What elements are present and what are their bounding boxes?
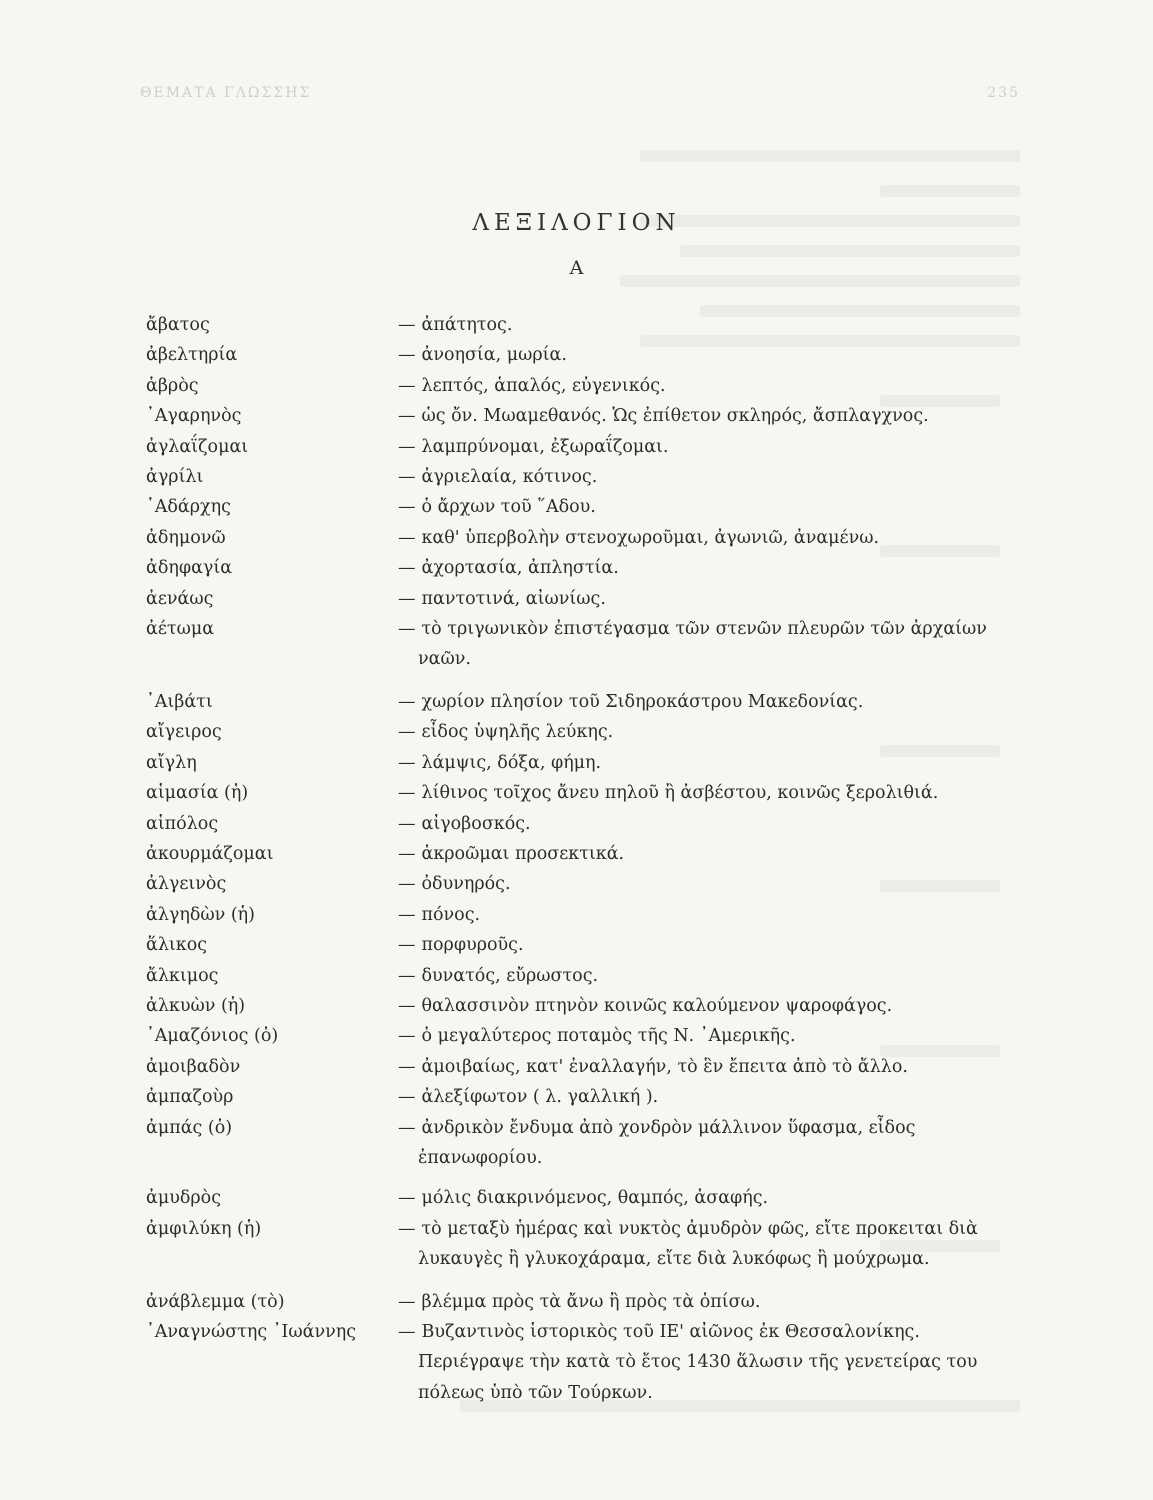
- glossary-entry: [146, 839, 1026, 869]
- glossary-term: αἱμασία (ἡ): [146, 783, 249, 804]
- definition-dash: —: [398, 813, 416, 834]
- definition-text: βλέμμα πρὸς τὰ ἄνω ἢ πρὸς τὰ ὀπίσω.: [421, 1291, 761, 1312]
- glossary-definition: [398, 432, 1026, 462]
- glossary-definition: [398, 1287, 1026, 1317]
- definition-dash: —: [398, 1056, 416, 1077]
- definition-text: δυνατός, εὔρωστος.: [421, 965, 599, 986]
- definition-text: τὸ μεταξὺ ἡμέρας καὶ νυκτὸς ἀμυδρὸν φῶς, εἴτε προκειται διὰ λυκαυγὲς ἢ γλυκοχάραμα, εἴτε διὰ λυκόφως ἢ μούχρωμα.: [418, 1218, 978, 1270]
- definition-text: λαμπρύνομαι, ἐξωραΐζομαι.: [421, 436, 669, 457]
- glossary-term: ἀλγεινὸς: [146, 874, 227, 895]
- glossary-term: ᾿Αιβάτι: [146, 691, 213, 712]
- glossary-entry: [146, 778, 1026, 808]
- definition-dash: —: [398, 995, 416, 1016]
- glossary-entry: [146, 1183, 1026, 1213]
- glossary-entry: [146, 340, 1026, 370]
- glossary-entry: [146, 1082, 1026, 1112]
- glossary-definition: [398, 553, 1026, 583]
- definition-dash: —: [398, 588, 416, 609]
- glossary-term: ἀγλαΐζομαι: [146, 436, 249, 457]
- definition-dash: —: [398, 1087, 416, 1108]
- glossary-term: ᾿Αναγνώστης ᾿Ιωάννης: [146, 1322, 356, 1342]
- definition-dash: —: [398, 375, 416, 396]
- definition-dash: —: [398, 1188, 416, 1209]
- definition-text: λεπτός, ἁπαλός, εὐγενικός.: [421, 375, 666, 396]
- definition-dash: —: [398, 315, 416, 335]
- glossary-entry: [146, 553, 1026, 583]
- definition-text: εἶδος ὑψηλῆς λεύκης.: [421, 722, 614, 743]
- glossary-term: ἀμοιβαδὸν: [146, 1056, 241, 1077]
- glossary-definition: [398, 1082, 1026, 1112]
- glossary-term: ἀέτωμα: [146, 619, 215, 640]
- glossary-definition: [398, 614, 1026, 675]
- definition-dash: —: [398, 619, 416, 640]
- glossary-definition: [398, 1317, 1026, 1408]
- definition-dash: —: [398, 752, 416, 773]
- glossary-definition: [398, 748, 1026, 778]
- definition-text: χωρίον πλησίον τοῦ Σιδηροκάστρου Μακεδονίας.: [421, 691, 864, 712]
- definition-dash: —: [398, 1322, 416, 1342]
- glossary-definition: [398, 1052, 1026, 1082]
- definition-dash: —: [398, 874, 416, 895]
- glossary-entry: [146, 462, 1026, 492]
- definition-text: ὁ μεγαλύτερος ποταμὸς τῆς Ν. ᾿Αμερικῆς.: [421, 1026, 796, 1047]
- definition-text: ἀκροῶμαι προσεκτικά.: [421, 843, 625, 864]
- definition-text: ἀχορτασία, ἀπληστία.: [421, 558, 619, 579]
- glossary-definition: [398, 717, 1026, 747]
- definition-text: ἀλεξίφωτον ( λ. γαλλική ).: [421, 1087, 659, 1108]
- definition-text: ἀγριελαία, κότινος.: [421, 467, 598, 488]
- definition-dash: —: [398, 783, 416, 804]
- bleed-through-running-header: [140, 85, 1020, 105]
- glossary-definition: [398, 1113, 1026, 1174]
- definition-text: Βυζαντινὸς ἱστορικὸς τοῦ ΙΕ' αἰῶνος ἐκ Θεσσαλονίκης. Περιέγραψε τὴν κατὰ τὸ ἔτος 1430 ἅλωσιν τῆς γενετείρας του πόλεως ὑπὸ τῶν Τούρκων.: [418, 1322, 978, 1403]
- glossary-entry: [146, 1214, 1026, 1275]
- glossary-entry: [146, 1113, 1026, 1174]
- definition-dash: —: [398, 497, 416, 518]
- glossary-entry: [146, 1317, 1026, 1408]
- glossary-term: ἀμπαζοὺρ: [146, 1087, 234, 1108]
- definition-text: ὡς ὄν. Μωαμεθανός. Ὡς ἐπίθετον σκληρός, ἄσπλαγχνος.: [421, 406, 929, 427]
- glossary-entry: [146, 1287, 1026, 1317]
- glossary-term: ἅλικος: [146, 935, 208, 956]
- glossary-entry: [146, 492, 1026, 522]
- glossary-entry: [146, 614, 1026, 675]
- glossary-definition: [398, 961, 1026, 991]
- section-letter: Α: [569, 257, 584, 279]
- glossary-term: ἀλκυὼν (ἡ): [146, 995, 246, 1016]
- bleed-through-page-number: 235: [987, 85, 1020, 101]
- definition-dash: —: [398, 558, 416, 579]
- definition-dash: —: [398, 406, 416, 427]
- glossary-entry: [146, 869, 1026, 899]
- glossary-term: ᾿Αμαζόνιος (ὁ): [146, 1026, 279, 1047]
- glossary-term: ἁβρὸς: [146, 375, 199, 396]
- glossary-entry: [146, 401, 1026, 431]
- glossary-term: ἀκουρμάζομαι: [146, 843, 274, 864]
- glossary-term: ἀενάως: [146, 588, 214, 609]
- definition-dash: —: [398, 1026, 416, 1047]
- glossary-term: ἀνάβλεμμα (τὸ): [146, 1291, 285, 1312]
- glossary-term: αἴγλη: [146, 752, 197, 773]
- page-title: ΛΕΞΙΛΟΓΙΟΝ: [472, 210, 681, 236]
- definition-text: πορφυροῦς.: [421, 935, 524, 956]
- glossary-entry: [146, 930, 1026, 960]
- definition-text: λίθινος τοῖχος ἄνευ πηλοῦ ἢ ἀσβέστου, κοινῶς ξερολιθιά.: [421, 783, 939, 804]
- glossary-definition: [398, 310, 1026, 340]
- glossary-definition: [398, 809, 1026, 839]
- definition-dash: —: [398, 345, 416, 366]
- glossary-term: ἀλγηδὼν (ἡ): [146, 904, 255, 925]
- definition-text: λάμψις, δόξα, φήμη.: [421, 752, 602, 773]
- definition-text: ἀμοιβαίως, κατ' ἐναλλαγήν, τὸ ἓν ἔπειτα ἀπὸ τὸ ἄλλο.: [421, 1056, 908, 1077]
- glossary-term: ἄλκιμος: [146, 965, 219, 986]
- bleed-through-header-title: ΘΕΜΑΤΑ ΓΛΩΣΣΗΣ: [140, 85, 312, 101]
- glossary-term: ἀμπάς (ὁ): [146, 1117, 233, 1138]
- glossary-definition: [398, 778, 1026, 808]
- glossary-term: ἀγρίλι: [146, 467, 204, 488]
- definition-dash: —: [398, 691, 416, 712]
- glossary-term: ἀμφιλύκη (ἡ): [146, 1218, 262, 1239]
- glossary-term: αἴγειρος: [146, 722, 222, 743]
- definition-text: ἀπάτητος.: [421, 315, 513, 335]
- glossary-entry: [146, 310, 1026, 340]
- definition-dash: —: [398, 1218, 416, 1239]
- definition-dash: —: [398, 527, 416, 548]
- glossary-definition: [398, 1021, 1026, 1051]
- definition-text: αἰγοβοσκός.: [421, 813, 531, 834]
- glossary-entry: [146, 900, 1026, 930]
- glossary-entry: [146, 991, 1026, 1021]
- glossary-entry: [146, 748, 1026, 778]
- glossary-definition: [398, 1183, 1026, 1213]
- definition-dash: —: [398, 1291, 416, 1312]
- glossary-term: ῾Αδάρχης: [146, 497, 231, 518]
- definition-dash: —: [398, 1117, 416, 1138]
- definition-text: πόνος.: [421, 904, 481, 925]
- definition-dash: —: [398, 904, 416, 925]
- glossary-term: ᾿Αγαρηνὸς: [146, 406, 242, 427]
- glossary-definition: [398, 340, 1026, 370]
- definition-text: θαλασσινὸν πτηνὸν κοινῶς καλούμενον ψαροφάγος.: [421, 995, 893, 1016]
- glossary-entry: [146, 371, 1026, 401]
- glossary-entry: [146, 523, 1026, 553]
- definition-dash: —: [398, 467, 416, 488]
- glossary-term: ἄβατος: [146, 315, 210, 335]
- glossary-definition: [398, 991, 1026, 1021]
- glossary-definition: [398, 1214, 1026, 1275]
- definition-text: ἀνοησία, μωρία.: [421, 345, 567, 366]
- definition-text: παντοτινά, αἰωνίως.: [421, 588, 606, 609]
- definition-dash: —: [398, 935, 416, 956]
- glossary-definition: [398, 462, 1026, 492]
- glossary-term: ἀμυδρὸς: [146, 1188, 221, 1209]
- definition-dash: —: [398, 965, 416, 986]
- glossary-term: ἀδηφαγία: [146, 558, 233, 579]
- glossary-term: ἀδημονῶ: [146, 527, 226, 548]
- glossary-term: ἀβελτηρία: [146, 345, 238, 366]
- glossary-term: αἰπόλος: [146, 813, 219, 834]
- glossary-definition: [398, 930, 1026, 960]
- glossary-definition: [398, 523, 1026, 553]
- definition-dash: —: [398, 722, 416, 743]
- glossary-entry: [146, 809, 1026, 839]
- glossary-entry: [146, 1052, 1026, 1082]
- definition-text: ὀδυνηρός.: [421, 874, 511, 895]
- glossary-list: [146, 310, 1026, 1408]
- glossary-definition: [398, 839, 1026, 869]
- glossary-entry: [146, 432, 1026, 462]
- glossary-entry: [146, 961, 1026, 991]
- definition-text: ἀνδρικὸν ἔνδυμα ἀπὸ χονδρὸν μάλλινον ὕφασμα, εἶδος ἐπανωφορίου.: [418, 1117, 916, 1168]
- definition-text: καθ' ὑπερβολὴν στενοχωροῦμαι, ἀγωνιῶ, ἀναμένω.: [421, 527, 880, 548]
- glossary-entry: [146, 687, 1026, 717]
- definition-dash: —: [398, 843, 416, 864]
- definition-text: τὸ τριγωνικὸν ἐπιστέγασμα τῶν στενῶν πλευρῶν τῶν ἀρχαίων ναῶν.: [418, 619, 987, 670]
- glossary-definition: [398, 584, 1026, 614]
- definition-text: μόλις διακρινόμενος, θαμπός, ἀσαφής.: [421, 1188, 769, 1209]
- definition-text: ὁ ἄρχων τοῦ ῞Αδου.: [421, 497, 596, 518]
- definition-dash: —: [398, 436, 416, 457]
- glossary-definition: [398, 869, 1026, 899]
- glossary-definition: [398, 687, 1026, 717]
- glossary-definition: [398, 900, 1026, 930]
- glossary-entry: [146, 584, 1026, 614]
- glossary-entry: [146, 1021, 1026, 1051]
- glossary-definition: [398, 401, 1026, 431]
- glossary-definition: [398, 371, 1026, 401]
- glossary-entry: [146, 717, 1026, 747]
- glossary-definition: [398, 492, 1026, 522]
